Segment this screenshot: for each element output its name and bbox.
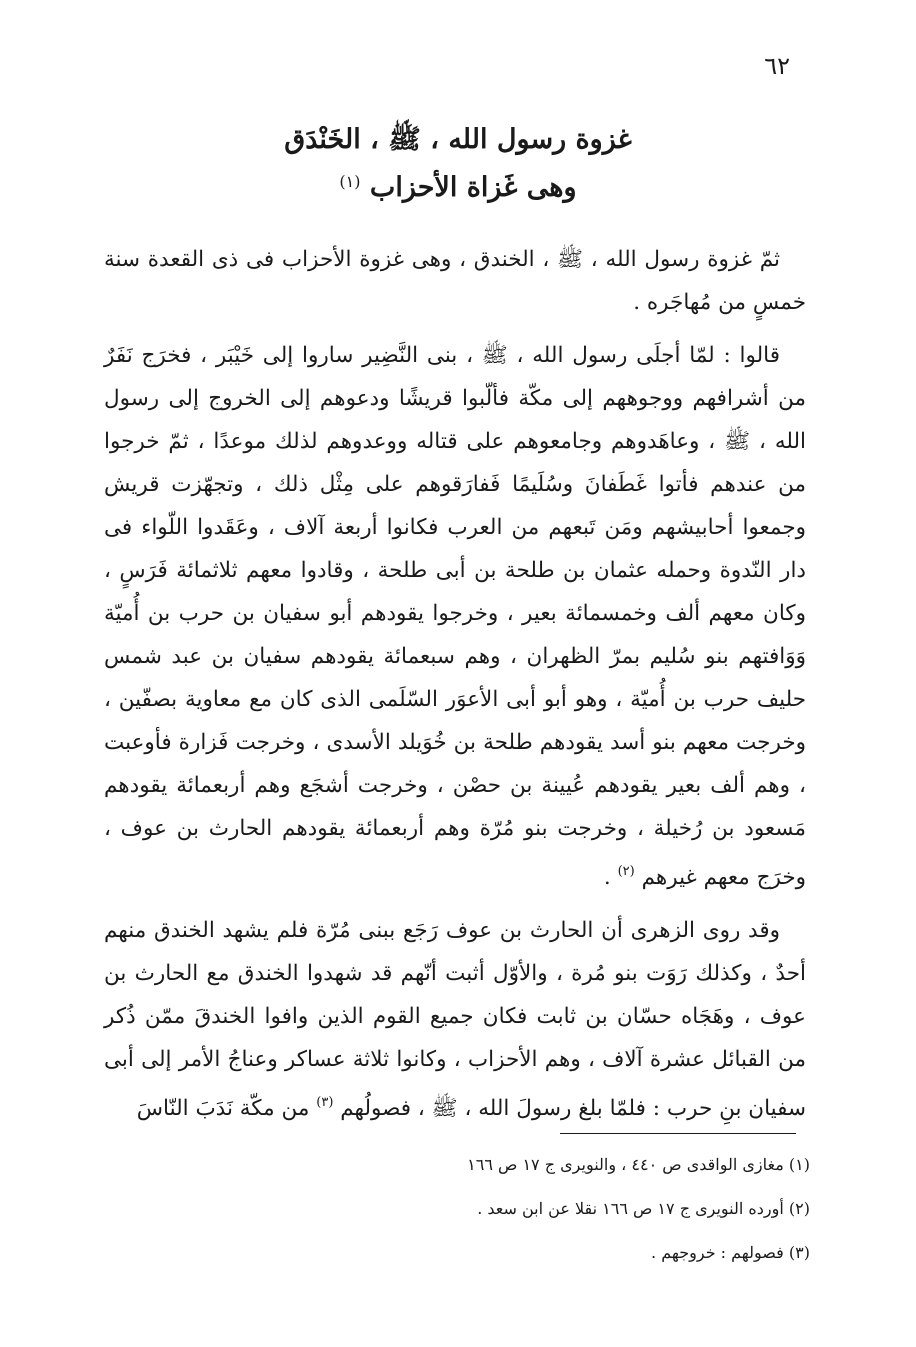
chapter-title <box>180 120 736 208</box>
body-text <box>104 238 806 1130</box>
title-line-2 <box>180 162 736 208</box>
footnote-3: (٣) فصولهم : خروجهم . <box>651 1243 810 1262</box>
title-footnote-marker: (١) <box>339 172 361 191</box>
footnote-2: (٢) أورده النويرى ج ١٧ ص ١٦٦ نقلا عن ابن سعد . <box>477 1199 810 1218</box>
paragraph-2-text: قالوا : لمّا أجلَى رسول الله ، ﷺ ، بنى النَّضِير ساروا إلى خَيْبَر ، فخرَج نَفَرٌ من أشرافهم ووجوههم إلى مكّة فألّبوا قريشًا ودعوهم إلى الخروج إلى رسول الله ، ﷺ ، وعاهَدوهم وجامعوهم على قتاله ووعدوهم لذلك موعدًا ، ثمّ خرجوا من عندهم فأتوا غَطَفانَ وسُلَيمًا فَفارَقوهم على مِثْل ذلك ، وتجهّزت قريش وجمعوا أحابيشهم ومَن تَبعهم من العرب فكانوا أربعة آلاف ، وعَقَدوا اللّواء فى دار النّدوة وحمله عثمان بن طلحة بن أبى طلحة ، وقادوا معهم ثلاثمائة فَرَسٍ ، وكان معهم ألف وخمسمائة بعير ، وخرجوا يقودهم أبو سفيان بن حرب بن أُميّة وَوَافتهم بنو سُليم بمرّ الظهران ، وهم سبعمائة يقودهم سفيان بن عبد شمس حليف حرب بن أُميّة ، وهو أبو أبى الأعوَر السّلَمى الذى كان مع معاوية بصفّين ، وخرجت معهم بنو أسد يقودهم طلحة بن خُوَيلد الأسدى ، وخرجت فَزارة فأوعبت ، وهم ألف بعير يقودهم عُيينة بن حصْن ، وخرجت أشجَع وهم أربعمائة يقودهم مَسعود بن رُخيلة ، وخرجت بنو مُرّة وهم أربعمائة يقودهم الحارث بن عوف ، وخرَج معهم غيرهم <box>104 343 806 890</box>
paragraph-3 <box>104 909 806 1130</box>
paragraph-2 <box>104 334 806 899</box>
paragraph-3-text: وقد روى الزهرى أن الحارث بن عوف رَجَع ببنى مُرّة فلم يشهد الخندق منهم أحدٌ ، وكذلك رَوَت بنو مُرة ، والأوّل أثبت أنّهم قد شهدوا الخندق مع الحارث بن عوف ، وهَجَاه حسّان بن ثابت فكان جميع القوم الذين وافوا الخندقَ ممّن ذُكر من القبائل عشرة آلاف ، وهم الأحزاب ، وكانوا ثلاثة عساكر وعناجُ الأمر إلى أبى سفيان بنِ حرب : فلمّا بلغ رسولَ الله ، ﷺ ، فصولُهم <box>104 918 806 1121</box>
footnote-1: (١) مغازى الواقدى ص ٤٤٠ ، والنويرى ج ١٧ ص ١٦٦ <box>467 1155 810 1174</box>
footnotes <box>250 1147 810 1279</box>
paragraph-1-text: ثمّ غزوة رسول الله ، ﷺ ، الخندق ، وهى غزوة الأحزاب فى ذى القعدة سنة خمسٍ من مُهاجَره . <box>104 247 806 315</box>
title-line-2-text: وهى غَزاة الأحزاب <box>369 172 577 203</box>
page-number: ٦٢ <box>764 52 790 80</box>
footnote-separator <box>560 1133 796 1134</box>
paragraph-1 <box>104 238 806 324</box>
paragraph-3-tail: من مكّة نَدَبَ النّاسَ <box>136 1096 317 1121</box>
footnote-marker-3: (٣) <box>316 1095 334 1110</box>
footnote-marker-2: (٢) <box>617 864 635 879</box>
title-line-1: غزوة رسول الله ، ﷺ ، الخَنْدَق <box>284 124 632 155</box>
paragraph-2-tail: . <box>603 865 618 890</box>
